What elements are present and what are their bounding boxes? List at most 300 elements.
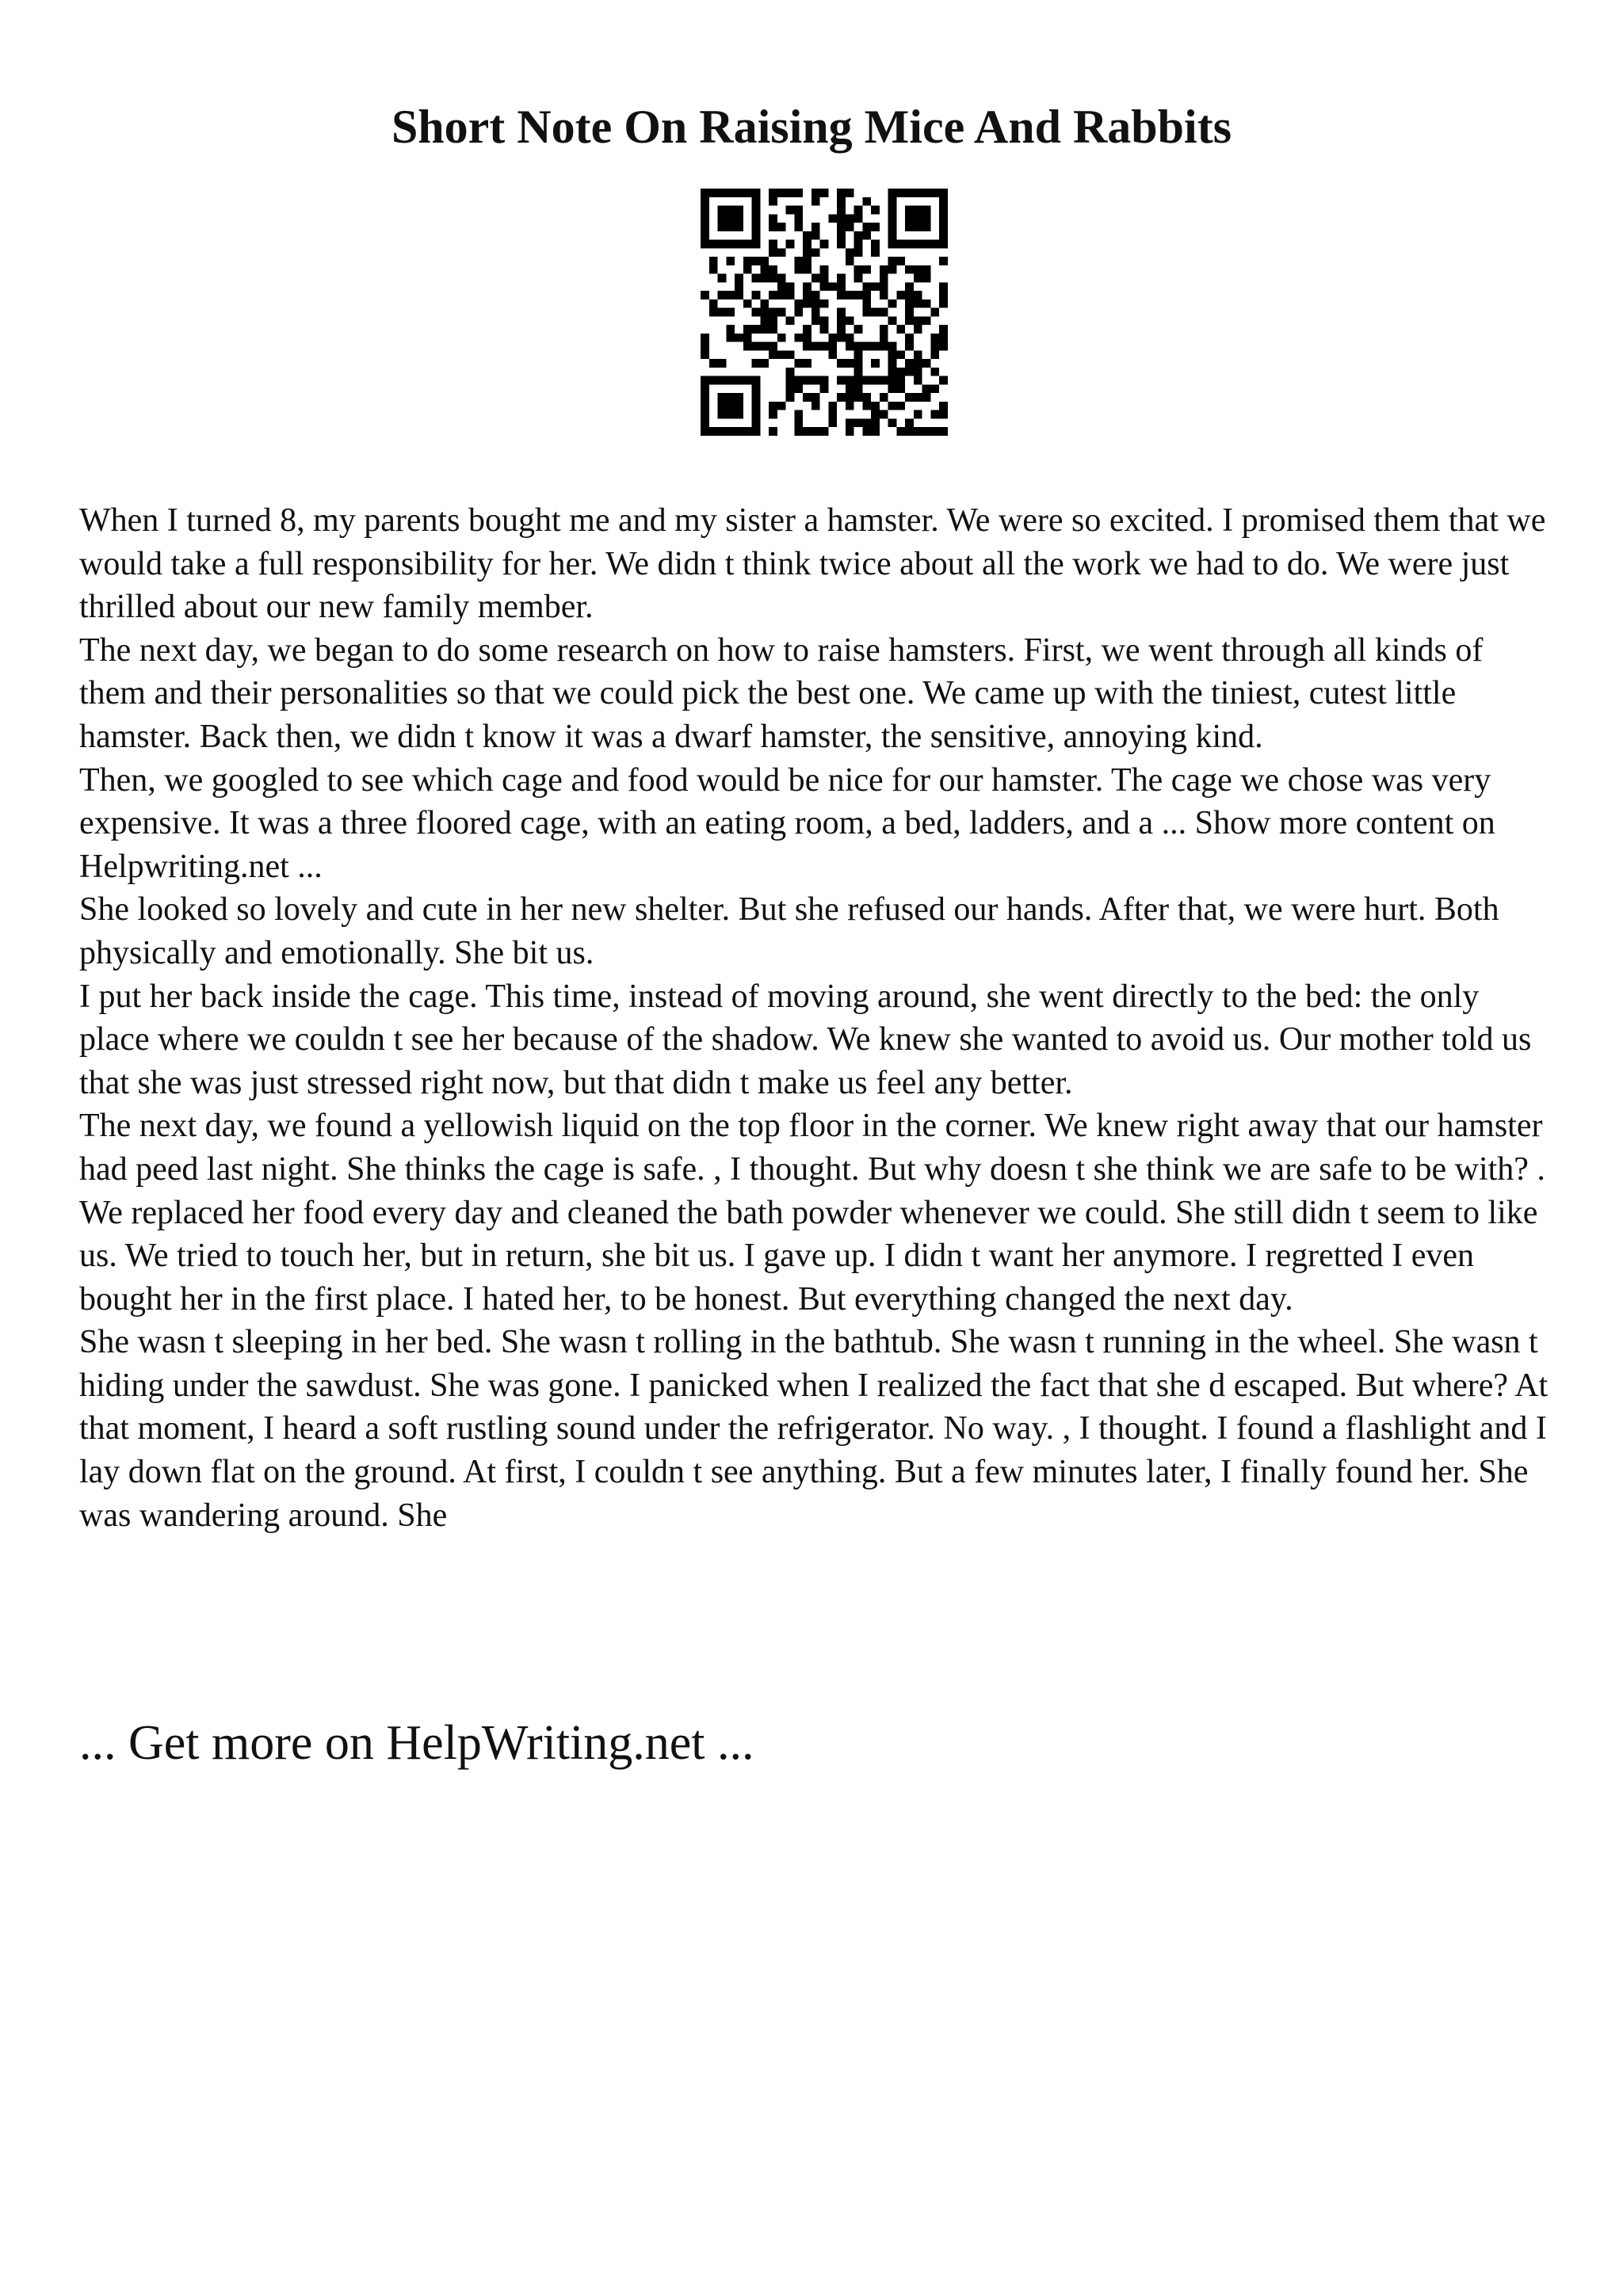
qr-module <box>803 334 812 342</box>
qr-module <box>914 376 922 385</box>
qr-module <box>794 189 803 197</box>
qr-module <box>854 265 863 274</box>
qr-module <box>939 197 948 206</box>
qr-module <box>888 231 897 240</box>
qr-module <box>777 291 786 299</box>
qr-module <box>752 197 761 206</box>
qr-module <box>914 359 922 368</box>
qr-module <box>846 316 854 325</box>
qr-module <box>812 376 820 385</box>
qr-module <box>905 427 914 436</box>
qr-module <box>752 240 761 249</box>
qr-module <box>752 223 761 231</box>
qr-module <box>837 223 846 231</box>
qr-module <box>930 189 939 197</box>
qr-module <box>846 402 854 410</box>
qr-module <box>794 214 803 223</box>
qr-module <box>752 427 761 436</box>
qr-module <box>871 342 880 351</box>
qr-module <box>769 325 777 334</box>
qr-module <box>709 308 718 317</box>
qr-module <box>896 325 905 334</box>
qr-module <box>862 197 871 206</box>
qr-module <box>701 350 709 359</box>
qr-module <box>939 299 948 308</box>
qr-module <box>718 376 727 385</box>
qr-module <box>735 282 743 291</box>
qr-module <box>794 308 803 317</box>
qr-module <box>854 240 863 249</box>
qr-module <box>735 274 743 283</box>
qr-module <box>820 265 829 274</box>
qr-module <box>905 299 914 308</box>
qr-module <box>828 342 837 351</box>
qr-module <box>854 393 863 402</box>
qr-module <box>914 265 922 274</box>
qr-module <box>905 265 914 274</box>
qr-module <box>735 334 743 342</box>
qr-module <box>812 223 820 231</box>
qr-module <box>820 427 829 436</box>
qr-module <box>846 393 854 402</box>
qr-module <box>905 282 914 291</box>
qr-module <box>828 282 837 291</box>
qr-module <box>896 189 905 197</box>
qr-module <box>769 308 777 317</box>
qr-module <box>726 257 735 265</box>
qr-module <box>769 402 777 410</box>
qr-module <box>752 325 761 334</box>
qr-module <box>846 427 854 436</box>
qr-module <box>846 376 854 385</box>
qr-module <box>794 359 803 368</box>
qr-module <box>905 189 914 197</box>
qr-module <box>701 223 709 231</box>
qr-module <box>777 274 786 283</box>
qr-module <box>794 223 803 231</box>
qr-module <box>862 231 871 240</box>
qr-module <box>871 402 880 410</box>
qr-module <box>854 368 863 376</box>
qr-module <box>735 189 743 197</box>
qr-module <box>939 342 948 351</box>
qr-module <box>837 325 846 334</box>
qr-module <box>828 214 837 223</box>
qr-module <box>854 350 863 359</box>
qr-module <box>777 282 786 291</box>
qr-module <box>922 274 931 283</box>
qr-module <box>871 359 880 368</box>
qr-module <box>914 274 922 283</box>
qr-module <box>794 206 803 215</box>
qr-module <box>871 206 880 215</box>
qr-module <box>701 291 709 299</box>
qr-module <box>846 334 854 342</box>
qr-module <box>862 308 871 317</box>
qr-module <box>803 359 812 368</box>
qr-module <box>803 257 812 265</box>
qr-module <box>752 410 761 419</box>
qr-module <box>794 334 803 342</box>
qr-module <box>752 418 761 427</box>
qr-module <box>769 223 777 231</box>
qr-module <box>794 384 803 393</box>
qr-module <box>862 427 871 436</box>
qr-module <box>871 240 880 249</box>
qr-module <box>701 342 709 351</box>
qr-module <box>752 359 761 368</box>
qr-module <box>846 248 854 257</box>
qr-module <box>812 189 820 197</box>
qr-module <box>709 265 718 274</box>
qr-module <box>726 223 735 231</box>
qr-module <box>794 265 803 274</box>
qr-module <box>896 384 905 393</box>
qr-module <box>862 342 871 351</box>
qr-module <box>922 265 931 274</box>
qr-module <box>794 427 803 436</box>
article-body <box>79 499 1553 1537</box>
qr-module <box>905 206 914 215</box>
qr-module <box>854 384 863 393</box>
qr-module <box>922 427 931 436</box>
qr-module <box>862 418 871 427</box>
qr-module <box>914 316 922 325</box>
qr-module <box>718 402 727 410</box>
qr-module <box>837 206 846 215</box>
qr-module <box>880 274 888 283</box>
qr-module <box>743 427 752 436</box>
qr-module <box>743 299 752 308</box>
qr-module <box>922 393 931 402</box>
qr-module <box>769 265 777 274</box>
qr-module <box>718 274 727 283</box>
qr-module <box>735 427 743 436</box>
qr-module <box>752 231 761 240</box>
qr-module <box>939 325 948 334</box>
qr-module <box>803 427 812 436</box>
qr-module <box>939 291 948 299</box>
qr-module <box>888 368 897 376</box>
qr-module <box>896 368 905 376</box>
qr-module <box>777 334 786 342</box>
qr-module <box>888 350 897 359</box>
qr-module <box>888 316 897 325</box>
qr-module <box>794 410 803 419</box>
qr-module <box>914 325 922 334</box>
qr-module <box>888 376 897 385</box>
qr-module <box>846 384 854 393</box>
qr-module <box>888 223 897 231</box>
qr-module <box>726 402 735 410</box>
qr-module <box>743 240 752 249</box>
qr-module <box>922 214 931 223</box>
qr-module <box>905 368 914 376</box>
qr-module <box>854 342 863 351</box>
qr-module <box>777 350 786 359</box>
qr-module <box>871 427 880 436</box>
qr-module <box>735 376 743 385</box>
qr-module <box>726 206 735 215</box>
qr-module <box>888 206 897 215</box>
qr-module <box>701 334 709 342</box>
qr-module <box>726 325 735 334</box>
qr-module <box>709 299 718 308</box>
qr-module <box>743 257 752 265</box>
qr-module <box>786 316 795 325</box>
qr-module <box>812 342 820 351</box>
qr-module <box>871 282 880 291</box>
qr-module <box>812 291 820 299</box>
qr-module <box>786 240 795 249</box>
qr-module <box>905 393 914 402</box>
qr-module <box>888 265 897 274</box>
paragraph: I put her back inside the cage. This time, instead of moving around, she went directly to the bed: the only place where we couldn t see her because of the shadow. We knew she wanted to avoid us. Our mother told us that she was just stressed right now, but that didn t make us feel any better. <box>79 978 1532 1101</box>
qr-module <box>709 427 718 436</box>
qr-module <box>794 299 803 308</box>
qr-module <box>812 393 820 402</box>
qr-module <box>854 206 863 215</box>
qr-module <box>854 231 863 240</box>
qr-module <box>905 308 914 317</box>
qr-module <box>735 291 743 299</box>
qr-module <box>803 376 812 385</box>
qr-module <box>905 359 914 368</box>
qr-module <box>786 206 795 215</box>
qr-module <box>888 359 897 368</box>
qr-module <box>726 334 735 342</box>
qr-module <box>701 402 709 410</box>
qr-module <box>871 248 880 257</box>
qr-module <box>846 223 854 231</box>
qr-module <box>862 299 871 308</box>
qr-module <box>854 376 863 385</box>
qr-module <box>930 342 939 351</box>
qr-module <box>871 308 880 317</box>
qr-module <box>726 240 735 249</box>
qr-module <box>888 197 897 206</box>
qr-module <box>709 189 718 197</box>
get-more-link[interactable]: ... Get more on HelpWriting.net ... <box>79 1716 754 1770</box>
qr-module <box>718 427 727 436</box>
qr-module <box>701 189 709 197</box>
qr-module <box>726 291 735 299</box>
qr-module <box>735 393 743 402</box>
qr-module <box>726 376 735 385</box>
qr-module <box>820 282 829 291</box>
qr-code-icon[interactable] <box>701 189 948 436</box>
qr-module <box>752 376 761 385</box>
qr-module <box>794 418 803 427</box>
qr-module <box>786 393 795 402</box>
qr-module <box>930 384 939 393</box>
qr-module <box>735 240 743 249</box>
qr-module <box>837 214 846 223</box>
paragraph: Then, we googled to see which cage and food would be nice for our hamster. The cage we chose was very expensive. It was a three floored cage, with an eating room, a bed, ladders, and a ... Show more content on Helpwriting.net ... <box>79 761 1495 885</box>
qr-module <box>803 299 812 308</box>
qr-module <box>939 257 948 265</box>
qr-module <box>905 418 914 427</box>
qr-module <box>786 368 795 376</box>
qr-module <box>930 427 939 436</box>
qr-module <box>914 291 922 299</box>
qr-module <box>922 223 931 231</box>
qr-module <box>888 214 897 223</box>
qr-module <box>896 350 905 359</box>
qr-module <box>760 316 769 325</box>
qr-module <box>905 240 914 249</box>
qr-module <box>812 274 820 283</box>
qr-module <box>752 402 761 410</box>
qr-module <box>896 257 905 265</box>
qr-module <box>828 410 837 419</box>
qr-module <box>803 240 812 249</box>
qr-module <box>896 427 905 436</box>
qr-module <box>854 248 863 257</box>
qr-module <box>752 257 761 265</box>
qr-module <box>735 214 743 223</box>
qr-module <box>812 248 820 257</box>
qr-module <box>820 274 829 283</box>
qr-module <box>794 376 803 385</box>
qr-module <box>914 393 922 402</box>
qr-module <box>752 206 761 215</box>
qr-module <box>888 384 897 393</box>
qr-module <box>786 291 795 299</box>
qr-module <box>871 410 880 419</box>
qr-module <box>828 350 837 359</box>
qr-module <box>803 265 812 274</box>
qr-module <box>752 393 761 402</box>
qr-module <box>769 410 777 419</box>
paragraph: When I turned 8, my parents bought me and my sister a hamster. We were so excited. I promised them that we would take a full responsibility for her. We didn t think twice about all the work we had to do. We were just thrilled about our new family member. <box>79 502 1546 626</box>
qr-module <box>718 393 727 402</box>
qr-module <box>862 393 871 402</box>
qr-module <box>718 240 727 249</box>
qr-module <box>752 384 761 393</box>
qr-module <box>837 359 846 368</box>
qr-module <box>837 291 846 299</box>
qr-module <box>777 248 786 257</box>
qr-module <box>786 376 795 385</box>
qr-module <box>939 376 948 385</box>
qr-module <box>846 214 854 223</box>
qr-module <box>760 342 769 351</box>
qr-module <box>846 418 854 427</box>
qr-module <box>803 393 812 402</box>
qr-module <box>777 189 786 197</box>
qr-module <box>760 308 769 317</box>
qr-module <box>854 214 863 223</box>
qr-module <box>905 334 914 342</box>
qr-module <box>905 316 914 325</box>
qr-module <box>777 223 786 231</box>
qr-module <box>862 282 871 291</box>
qr-module <box>812 231 820 240</box>
qr-module <box>820 342 829 351</box>
qr-module <box>743 342 752 351</box>
qr-module <box>846 342 854 351</box>
qr-module <box>837 240 846 249</box>
qr-module <box>846 359 854 368</box>
qr-module <box>930 410 939 419</box>
qr-module <box>854 291 863 299</box>
qr-module <box>862 265 871 274</box>
qr-module <box>812 427 820 436</box>
qr-module <box>914 189 922 197</box>
qr-module <box>701 384 709 393</box>
qr-module <box>760 257 769 265</box>
qr-module <box>888 402 897 410</box>
qr-module <box>760 299 769 308</box>
qr-module <box>769 291 777 299</box>
qr-module <box>726 214 735 223</box>
qr-module <box>888 240 897 249</box>
qr-module <box>786 384 795 393</box>
qr-module <box>930 350 939 359</box>
qr-module <box>803 231 812 240</box>
qr-module <box>837 189 846 197</box>
qr-module <box>726 308 735 317</box>
qr-module <box>930 334 939 342</box>
qr-module <box>846 257 854 265</box>
qr-module <box>718 214 727 223</box>
qr-module <box>862 223 871 231</box>
qr-module <box>726 189 735 197</box>
qr-module <box>880 376 888 385</box>
qr-module <box>828 418 837 427</box>
qr-module <box>803 248 812 257</box>
qr-module <box>896 402 905 410</box>
qr-module <box>837 316 846 325</box>
qr-module <box>930 368 939 376</box>
qr-module <box>709 376 718 385</box>
qr-module <box>743 376 752 385</box>
qr-module <box>769 189 777 197</box>
qr-module <box>820 376 829 385</box>
qr-module <box>743 265 752 274</box>
qr-module <box>880 325 888 334</box>
qr-module <box>930 308 939 317</box>
qr-module <box>786 189 795 197</box>
qr-module <box>803 291 812 299</box>
qr-module <box>709 257 718 265</box>
qr-module <box>803 282 812 291</box>
document-title: Short Note On Raising Mice And Rabbits <box>391 101 1232 153</box>
paragraph: She looked so lovely and cute in her new shelter. But she refused our hands. After that, we were hurt. Both physically and emotionally. She bit us. <box>79 891 1499 971</box>
qr-module <box>939 223 948 231</box>
qr-module <box>837 334 846 342</box>
qr-module <box>905 291 914 299</box>
qr-module <box>914 427 922 436</box>
qr-module <box>905 223 914 231</box>
qr-module <box>888 189 897 197</box>
qr-module <box>939 427 948 436</box>
qr-module <box>922 240 931 249</box>
qr-module <box>888 342 897 351</box>
qr-module <box>880 393 888 402</box>
qr-module <box>769 197 777 206</box>
qr-module <box>846 189 854 197</box>
qr-module <box>786 282 795 291</box>
qr-module <box>837 376 846 385</box>
qr-module <box>718 308 727 317</box>
qr-module <box>718 189 727 197</box>
qr-module <box>888 299 897 308</box>
qr-module <box>922 206 931 215</box>
qr-module <box>735 410 743 419</box>
qr-module <box>837 197 846 206</box>
